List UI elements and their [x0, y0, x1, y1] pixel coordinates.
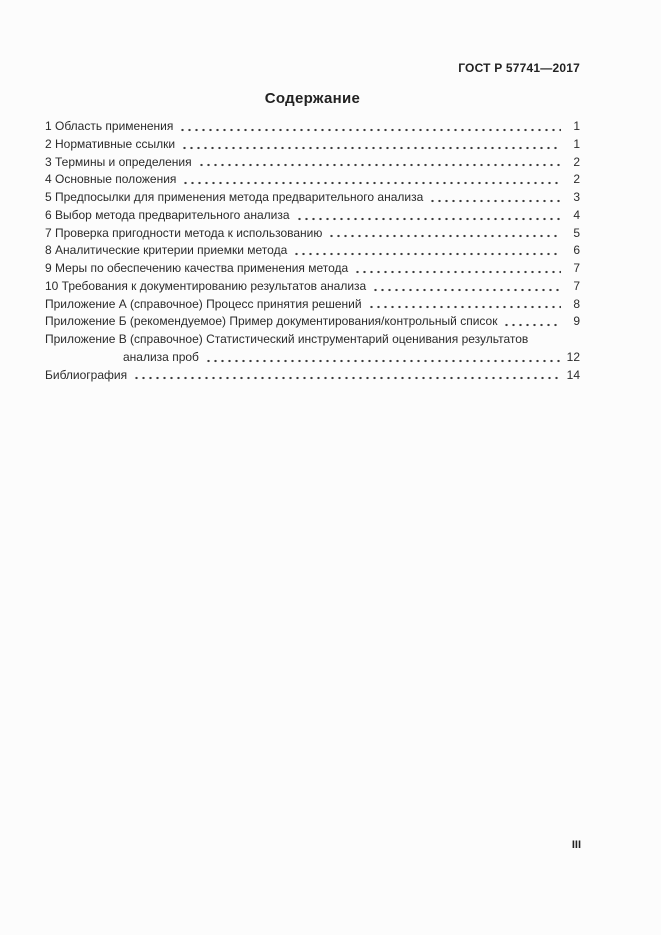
toc-entry [45, 242, 580, 260]
toc-entry [45, 154, 580, 172]
toc-entry-label: 7 Проверка пригодности метода к использованию [45, 225, 323, 240]
standard-number: ГОСТ Р 57741—2017 [458, 61, 580, 75]
toc-entry-page: 3 [573, 190, 580, 204]
toc-entry-label: Библиография [45, 367, 128, 382]
dot-leader [503, 313, 561, 331]
toc-entry [45, 118, 580, 136]
page-title: Содержание [264, 90, 361, 107]
toc-entry-page: 2 [573, 172, 580, 187]
toc-entry-label: 1 Область применения [45, 119, 174, 133]
toc-entry-label: 9 Меры по обеспечению качества применения метода [45, 261, 349, 275]
dot-leader [354, 260, 561, 278]
toc-entry-page: 2 [573, 154, 580, 169]
toc-entry-label: 8 Аналитические критерии приемки метода [45, 243, 288, 258]
dot-leader [179, 118, 561, 136]
toc-entry [45, 367, 580, 385]
toc-entry-label: Приложение В (справочное) Статистический инструментарий оценивания результатов [45, 332, 529, 346]
dot-leader [368, 296, 561, 314]
toc-entry-label: 2 Нормативные ссылки [45, 136, 176, 151]
toc-entry [45, 225, 580, 243]
toc-entry-label: Приложение Б (рекомендуемое) Пример документирования/контрольный список [45, 314, 498, 329]
toc-entry-page: 1 [573, 119, 580, 133]
dot-leader [181, 136, 561, 154]
toc-entry [45, 278, 580, 296]
dot-leader [296, 207, 561, 225]
toc-entry-label-continued: анализа проб [123, 349, 199, 364]
toc-entry [45, 189, 580, 207]
toc-entry-label: 4 Основные положения [45, 172, 177, 187]
dot-leader [429, 189, 561, 207]
toc-entry-page: 8 [573, 296, 580, 311]
toc-entry [45, 349, 580, 367]
toc-entry-page: 5 [573, 225, 580, 240]
toc-entry [45, 207, 580, 225]
toc-entry-label: 10 Требования к документированию результатов анализа [45, 278, 367, 293]
toc-entry-label: Приложение А (справочное) Процесс принятия решений [45, 296, 362, 311]
toc-entry [45, 296, 580, 314]
toc-entry-page: 7 [573, 261, 580, 275]
toc-entry-page: 14 [566, 367, 580, 382]
toc-entry [45, 136, 580, 154]
dot-leader [328, 225, 561, 243]
dot-leader [205, 349, 561, 367]
dot-leader [198, 154, 561, 172]
dot-leader [293, 242, 561, 260]
toc-entry-page: 9 [573, 314, 580, 329]
toc-entry-page: 1 [573, 136, 580, 151]
toc-entry-label: 6 Выбор метода предварительного анализа [45, 207, 290, 222]
toc-entry [45, 331, 580, 349]
toc-entry-label: 3 Термины и определения [45, 154, 192, 169]
document-header [45, 61, 580, 75]
dot-leader [372, 278, 561, 296]
toc-entry-page: 4 [573, 207, 580, 222]
toc-entry-label: 5 Предпосылки для применения метода предварительного анализа [45, 190, 424, 204]
dot-leader [182, 171, 561, 189]
toc-entry-page: 6 [573, 243, 580, 258]
roman-page-number: III [571, 839, 581, 851]
toc-entry [45, 171, 580, 189]
table-of-contents [45, 118, 580, 384]
toc-entry [45, 260, 580, 278]
toc-entry-page: 7 [573, 278, 580, 293]
toc-entry-indent [45, 349, 123, 367]
toc-entry-page: 12 [566, 349, 580, 364]
dot-leader [133, 367, 561, 385]
page-footer [45, 839, 581, 851]
toc-entry [45, 313, 580, 331]
